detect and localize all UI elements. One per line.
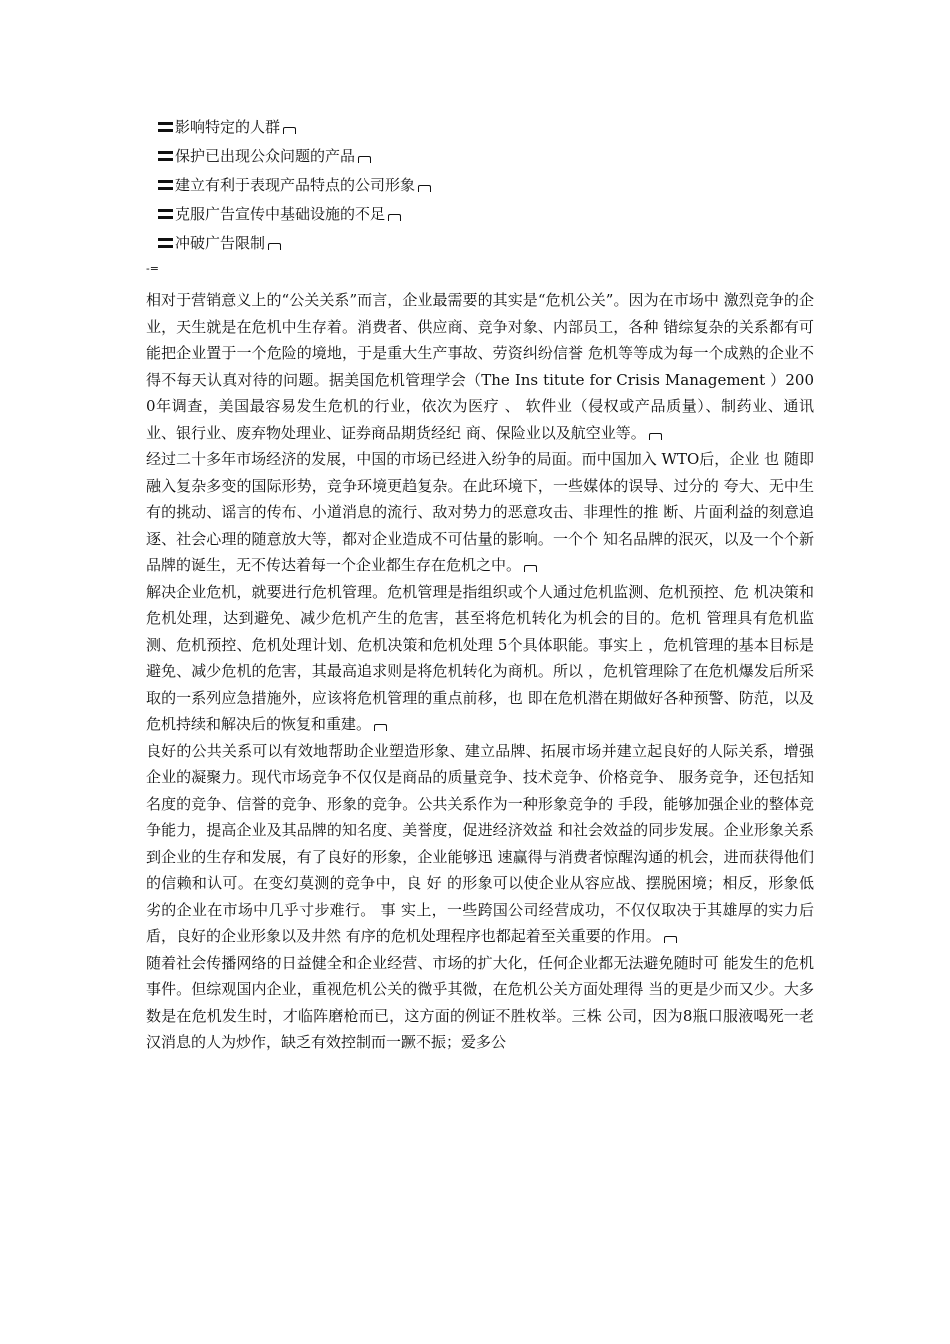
stray-mark: -= [146, 262, 159, 275]
bullet-item [158, 200, 798, 229]
bullet-text: 冲破广告限制 [175, 234, 266, 252]
bullet-text: 保护已出现公众问题的产品 [175, 147, 356, 165]
paragraph [146, 446, 814, 579]
paragraph-mark-icon [649, 433, 662, 440]
bullet-item [158, 229, 798, 258]
paragraph [146, 950, 814, 1056]
body-text [146, 287, 814, 1056]
bullet-item [158, 142, 798, 171]
bullet-text: 建立有利于表现产品特点的公司形象 [175, 176, 416, 194]
bullet-icon [158, 208, 173, 220]
bullet-icon [158, 121, 173, 133]
paragraph-mark-icon [524, 565, 537, 572]
bullet-item [158, 113, 798, 142]
paragraph-text: 解决企业危机，就要进行危机管理。危机管理是指组织或个人通过危机监测、危机预控、危 机决策和危机处理，达到避免、减少危机产生的危害，甚至将危机转化为机会的目的。危机 管理具有危机监测、危机预控、危机处理计划、危机决策和危机处理 5个具体职能。事实上 ，危机管理的基本目标是避免、减少危机的危害，其最高追求则是将危机转化为商机。所以 ，危机管理除了在危机爆发后所采取的一系列应急措施外，应该将危机管理的重点前移，也 即在危机潜在期做好各种预警、防范，以及危机持续和解决后的恢复和重建。 [146, 582, 814, 733]
paragraph-mark-icon [374, 724, 387, 731]
paragraph-mark-icon [358, 156, 371, 163]
paragraph-mark-icon [283, 127, 296, 134]
bullet-text: 影响特定的人群 [175, 118, 281, 136]
paragraph-text: 随着社会传播网络的日益健全和企业经营、市场的扩大化，任何企业都无法避免随时可 能发生的危机事件。但综观国内企业，重视危机公关的微乎其微，在危机公关方面处理得 当的更是少而又少。大多数是在危机发生时，才临阵磨枪而已，这方面的例证不胜枚举。三株 公司，因为8瓶口服液喝死一老汉消息的人为炒作，缺乏有效控制而一蹶不振；爱多公 [146, 953, 814, 1051]
paragraph-text: 良好的公共关系可以有效地帮助企业塑造形象、建立品牌、拓展市场并建立起良好的人际关系，增强企业的凝聚力。现代市场竞争不仅仅是商品的质量竞争、技术竞争、价格竞争、 服务竞争，还包括知名度的竞争、信誉的竞争、形象的竞争。公共关系作为一种形象竞争的 手段，能够加强企业的整体竞争能力，提高企业及其品牌的知名度、美誉度，促进经济效益 和社会效益的同步发展。企业形象关系到企业的生存和发展，有了良好的形象，企业能够迅 速赢得与消费者惊醒沟通的机会，进而获得他们的信赖和认可。在变幻莫测的竞争中，良 好 的形象可以使企业从容应战、摆脱困境；相反，形象低劣的企业在市场中几乎寸步难行。 事 实上，一些跨国公司经营成功，不仅仅取决于其雄厚的实力后盾，良好的企业形象以及井然 有序的危机处理程序也都起着至关重要的作用。 [146, 741, 814, 945]
bullet-icon [158, 150, 173, 162]
bullet-icon [158, 237, 173, 249]
paragraph [146, 287, 814, 446]
paragraph-text: 相对于营销意义上的“公关关系”而言，企业最需要的其实是“危机公关”。因为在市场中 激烈竞争的企业，天生就是在危机中生存着。消费者、供应商、竞争对象、内部员工，各种 错综复杂的关系都有可能把企业置于一个危险的境地，于是重大生产事故、劳资纠纷信誉 危机等等成为每一个成熟的企业不得不每天认真对待的问题。据美国危机管理学会（The Ins titute for Crisis Management ）2000年调查，美国最容易发生危机的行业，依次为医疗 、 软件业（侵权或产品质量）、制药业、通讯业、银行业、废弃物处理业、证券商品期货经纪 商、保险业以及航空业等。 [146, 291, 814, 442]
paragraph-mark-icon [388, 214, 401, 221]
bullet-icon [158, 179, 173, 191]
paragraph [146, 579, 814, 738]
paragraph-mark-icon [418, 185, 431, 192]
paragraph [146, 738, 814, 950]
bullet-item [158, 171, 798, 200]
bullet-list [158, 113, 798, 258]
paragraph-mark-icon [268, 243, 281, 250]
paragraph-mark-icon [664, 936, 677, 943]
paragraph-text: 经过二十多年市场经济的发展，中国的市场已经进入纷争的局面。而中国加入 WTO后，企业 也 随即融入复杂多变的国际形势，竞争环境更趋复杂。在此环境下，一些媒体的误导、过分的 夸大、无中生有的挑动、谣言的传布、小道消息的流行、敌对势力的恶意攻击、非理性的推 断、片面利益的刻意追逐、社会心理的随意放大等，都对企业造成不可估量的影响。一个个 知名品牌的泯灭，以及一个个新品牌的诞生，无不传达着每一个企业都生存在危机之中。 [146, 450, 814, 574]
bullet-text: 克服广告宣传中基础设施的不足 [175, 205, 386, 223]
